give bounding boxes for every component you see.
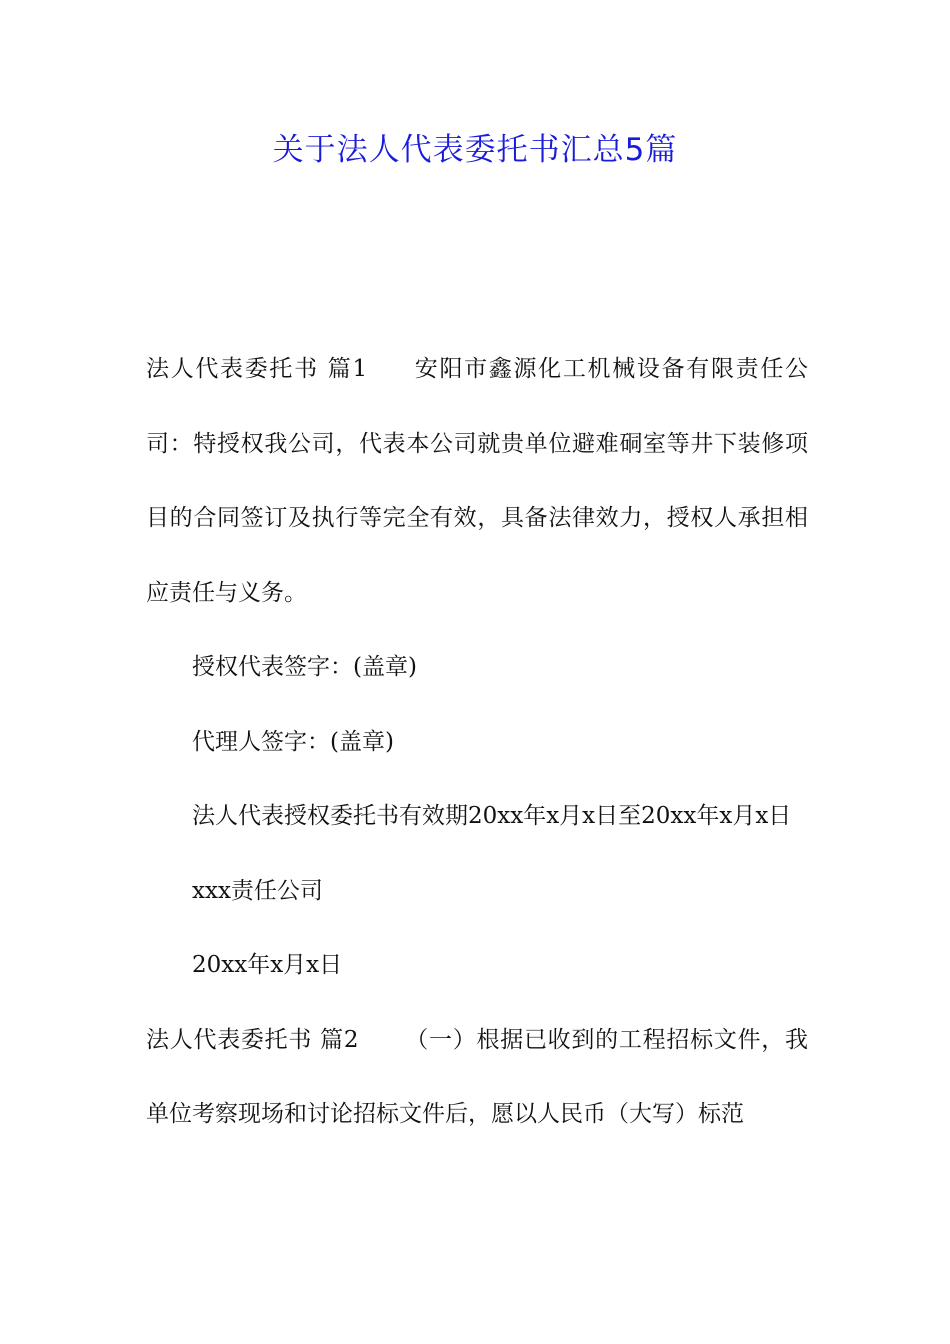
section-2-label: 法人代表委托书 篇2 <box>146 1026 359 1053</box>
authorized-signature-line: 授权代表签字：(盖章) <box>192 654 417 680</box>
section-1-label: 法人代表委托书 篇1 <box>146 356 368 382</box>
section-1-paragraph <box>146 332 808 630</box>
section-2-intro: （一）根据已收到的工程招标文件，我单位考察现场和讨论招标文件后，愿以人民币（大写）标范 <box>146 1026 809 1127</box>
section-2-paragraph <box>146 1003 808 1152</box>
section-1-intro: 安阳市鑫源化工机械设备有限责任公司：特授权我公司，代表本公司就贵单位避难硐室等井下装修项目的合同签订及执行等完全有效，具备法律效力，授权人承担相应责任与义务。 <box>146 356 809 606</box>
agent-signature-line: 代理人签字：(盖章) <box>192 728 394 755</box>
document-body <box>146 332 808 1152</box>
validity-period-line: 法人代表授权委托书有效期20xx年x月x日至20xx年x月x日 <box>192 803 792 829</box>
document-title: 关于法人代表委托书汇总5篇 <box>272 132 678 168</box>
date-line: 20xx年x月x日 <box>192 952 343 978</box>
company-name-line: xxx责任公司 <box>192 877 323 904</box>
